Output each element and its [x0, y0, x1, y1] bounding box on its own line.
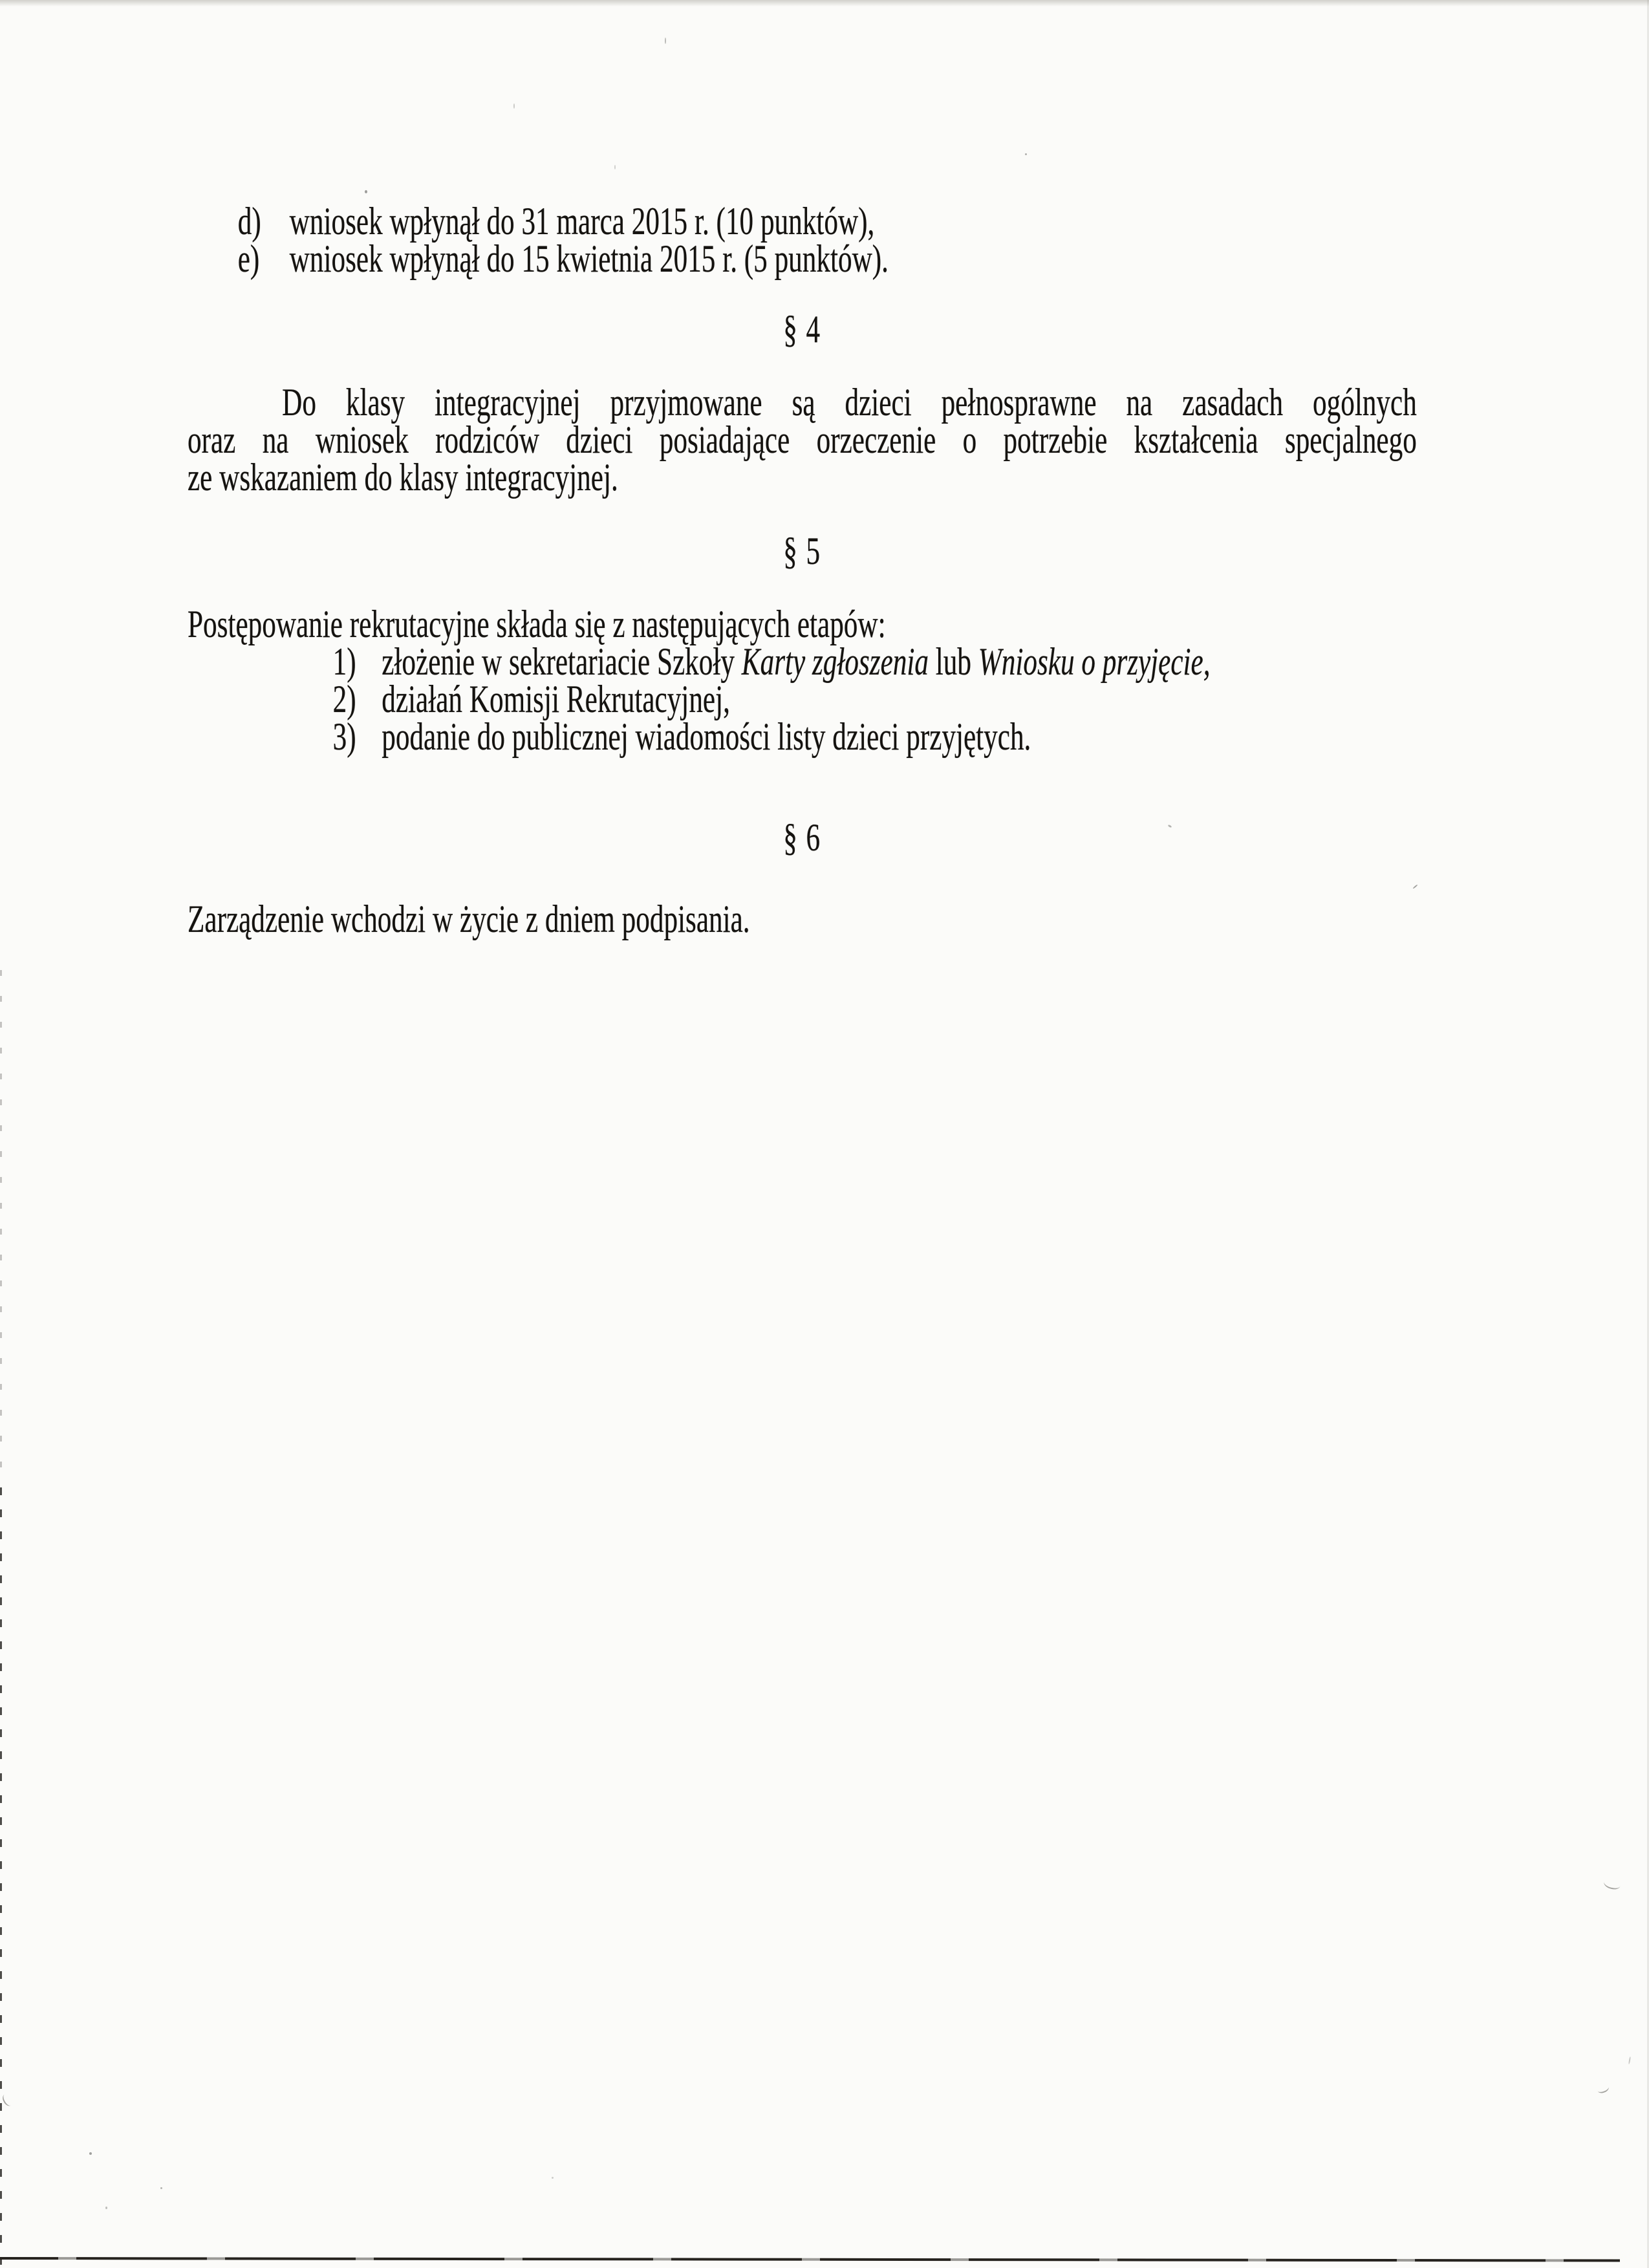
list-item-d-label: d)	[237, 200, 261, 243]
scan-speckle	[665, 38, 666, 44]
numbered-item-1-text: złożenie w sekretariacie Szkoły Karty zgłoszenia lub Wniosku o przyjęcie,	[382, 640, 1211, 683]
section-4-line-1: Do klasy integracyjnej przyjmowane są dzieci pełnosprawne na zasadach ogólnych	[282, 381, 1417, 424]
numbered-item-1	[188, 640, 1417, 683]
numbered-item-2-text: działań Komisji Rekrutacyjnej,	[382, 678, 730, 720]
section-4-paragraph	[188, 381, 1417, 499]
scan-speckle	[614, 165, 616, 169]
numbered-item-3-label: 3)	[332, 715, 356, 758]
scan-speckle	[1025, 153, 1027, 155]
lettered-list	[188, 200, 1417, 280]
scan-speckle	[1412, 884, 1417, 889]
numbered-item-2-label: 2)	[332, 678, 356, 720]
numbered-item-2	[188, 680, 1417, 718]
numbered-item-3-text: podanie do publicznej wiadomości listy dzieci przyjętych.	[382, 715, 1031, 758]
scan-hair-mark	[1596, 2083, 1610, 2094]
numbered-item-3	[188, 715, 1417, 758]
scan-speckle	[513, 103, 515, 109]
section-4-line-3: ze wskazaniem do klasy integracyjnej.	[188, 456, 618, 499]
section-4-line-2: oraz na wniosek rodziców dzieci posiadające orzeczenie o potrzebie kształcenia specjalnego	[188, 418, 1417, 461]
section-6-heading: § 6	[783, 816, 821, 859]
section-5-intro: Postępowanie rekrutacyjne składa się z następujących etapów:	[188, 603, 886, 645]
list-item-e-label: e)	[237, 237, 260, 280]
scan-hair-mark	[1602, 1877, 1621, 1891]
scan-speckle	[160, 2187, 162, 2189]
scan-speckle	[89, 2152, 92, 2155]
list-item-d	[188, 200, 1417, 243]
numbered-item-1-label: 1)	[332, 640, 356, 683]
scan-speckle	[105, 2207, 107, 2209]
list-item-e	[188, 237, 1417, 280]
list-item-d-text: wniosek wpłynął do 31 marca 2015 r. (10 punktów),	[289, 200, 875, 243]
section-5-heading: § 5	[783, 530, 821, 572]
scan-edge-left-faint	[0, 970, 2, 1487]
scan-speckle	[1628, 2057, 1631, 2064]
section-5-body	[188, 603, 1417, 758]
scan-edge-top-shadow	[0, 0, 1649, 6]
closing-sentence: Zarządzenie wchodzi w życie z dniem podpisania.	[188, 898, 750, 940]
scan-edge-bottom-line	[0, 2257, 1620, 2262]
scan-speckle	[552, 2177, 554, 2179]
scan-hair-mark	[1, 2092, 15, 2108]
scan-edge-left	[0, 1487, 2, 2268]
list-item-e-text: wniosek wpłynął do 15 kwietnia 2015 r. (5 punktów).	[289, 237, 889, 280]
section-4-heading: § 4	[783, 308, 821, 351]
scan-speckle	[365, 190, 367, 193]
